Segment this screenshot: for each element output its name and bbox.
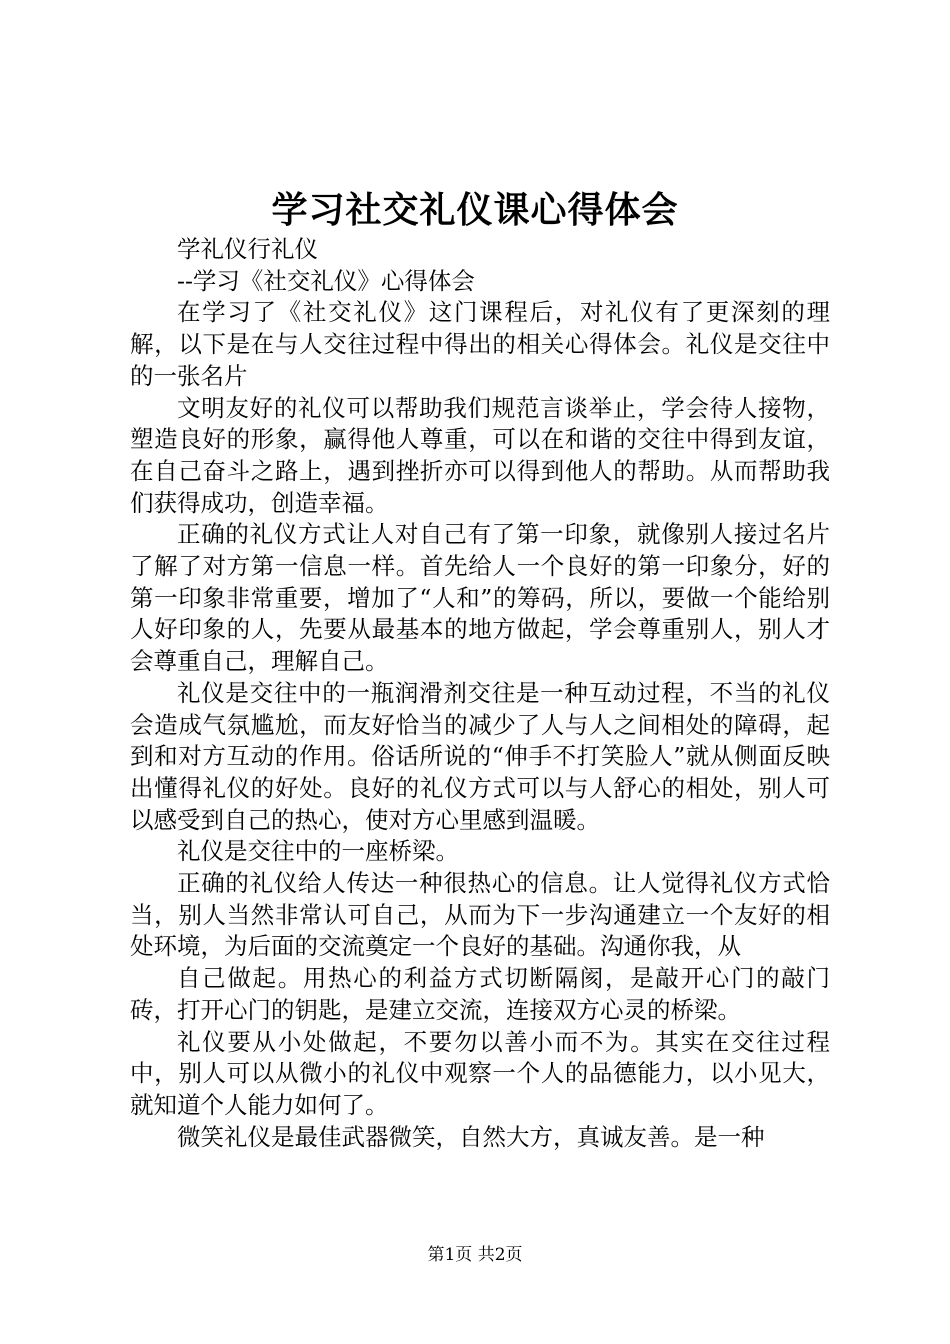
paragraph: 文明友好的礼仪可以帮助我们规范言谈举止，学会待人接物，塑造良好的形象，赢得他人尊重，可以在和谐的交往中得到友谊，在自己奋斗之路上，遇到挫折亦可以得到他人的帮助。从而帮助我们获得成功，创造幸福。 (130, 393, 830, 517)
paragraph: 礼仪要从小处做起，不要勿以善小而不为。其实在交往过程中，别人可以从微小的礼仪中观察一个人的品德能力，以小见大，就知道个人能力如何了。 (130, 1027, 830, 1119)
paragraph: 礼仪是交往中的一座桥梁。 (177, 837, 459, 866)
document-body (130, 234, 830, 1153)
paragraph: 微笑礼仪是最佳武器微笑，自然大方，真诚友善。是一种 (177, 1122, 765, 1151)
page-number-footer: 第1页 共2页 (427, 1245, 523, 1265)
paragraph: 正确的礼仪给人传达一种很热心的信息。让人觉得礼仪方式恰当，别人当然非常认可自己，从而为下一步沟通建立一个友好的相处环境，为后面的交流奠定一个良好的基础。沟通你我，从 (130, 869, 830, 961)
paragraph: 自己做起。用热心的利益方式切断隔阂，是敲开心门的敲门砖，打开心门的钥匙，是建立交流，连接双方心灵的桥梁。 (130, 964, 830, 1024)
paragraph: --学习《社交礼仪》心得体会 (177, 266, 475, 295)
document-title: 学习社交礼仪课心得体会 (271, 189, 679, 231)
paragraph: 礼仪是交往中的一瓶润滑剂交往是一种互动过程，不当的礼仪会造成气氛尴尬，而友好恰当的减少了人与人之间相处的障碍，起到和对方互动的作用。俗话所说的“伸手不打笑脸人”就从侧面反映出懂得礼仪的好处。良好的礼仪方式可以与人舒心的相处，别人可以感受到自己的热心，使对方心里感到温暖。 (130, 678, 830, 834)
paragraph: 在学习了《社交礼仪》这门课程后，对礼仪有了更深刻的理解，以下是在与人交往过程中得出的相关心得体会。礼仪是交往中的一张名片 (130, 298, 830, 390)
paragraph: 正确的礼仪方式让人对自己有了第一印象，就像别人接过名片了解了对方第一信息一样。首先给人一个良好的第一印象分，好的第一印象非常重要，增加了“人和”的筹码，所以，要做一个能给别人好印象的人，先要从最基本的地方做起，学会尊重别人，别人才会尊重自己，理解自己。 (130, 520, 830, 676)
paragraph: 学礼仪行礼仪 (177, 235, 318, 263)
